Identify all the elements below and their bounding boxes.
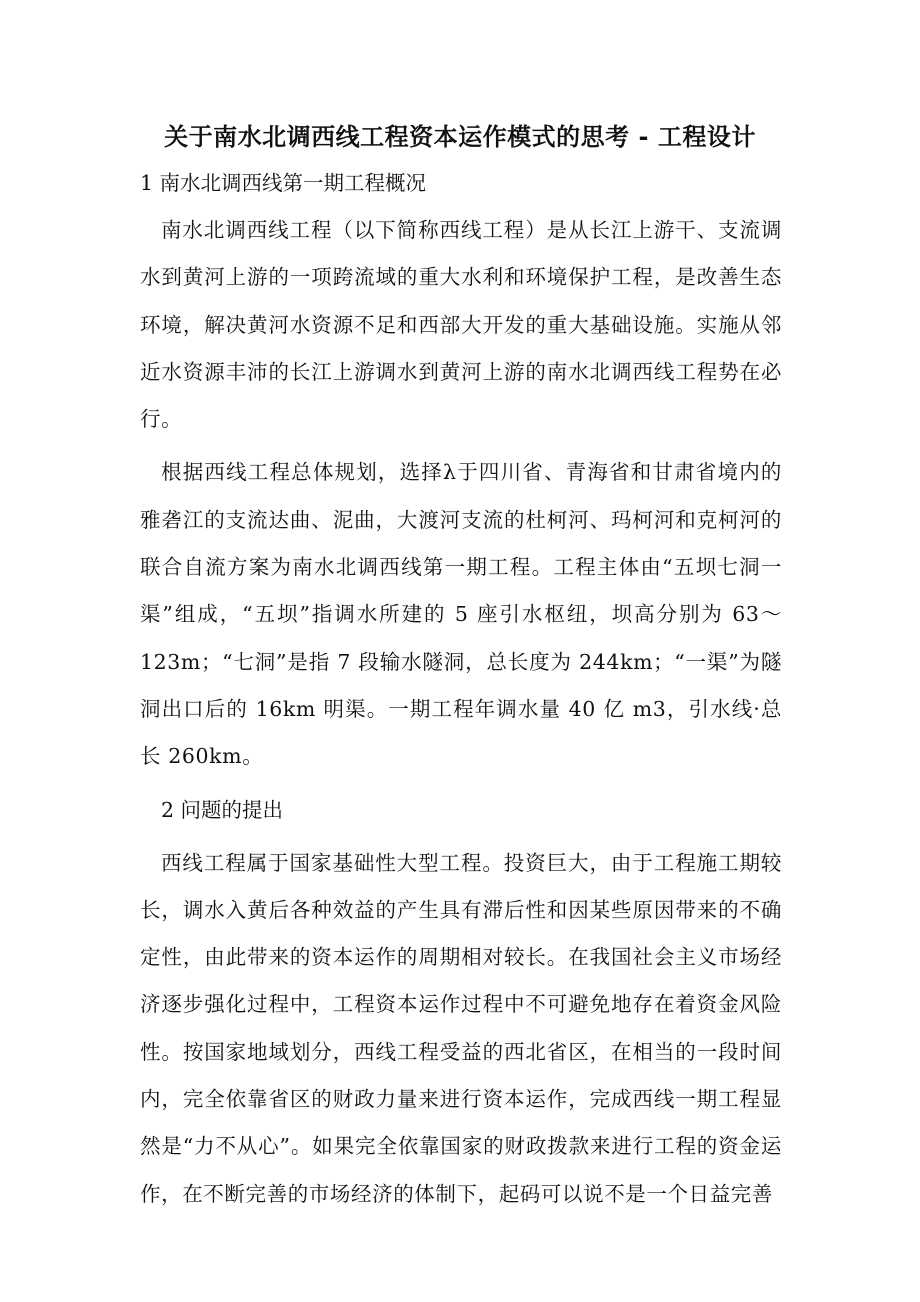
section-heading-1: 1 南水北调西线第一期工程概况 bbox=[140, 171, 427, 195]
section-heading-2: 2 问题的提出 bbox=[161, 797, 284, 822]
paragraph-1: 南水北调西线工程（以下简称西线工程）是从长江上游干、支流调水到黄河上游的一项跨流域的重大水利和环境保护工程，是改善生态环境，解决黄河水资源不足和西部大开发的重大基础设施。实施从邻近水资源丰沛的长江上游调水到黄河上游的南水北调西线工程势在必行。 bbox=[140, 218, 782, 432]
paragraph-2: 根据西线工程总体规划，选择λ于四川省、青海省和甘肃省境内的雅砻江的支流达曲、泥曲，大渡河支流的杜柯河、玛柯河和克柯河的联合自流方案为南水北调西线第一期工程。工程主体由“五坝七洞一渠”组成，“五坝”指调水所建的 5 座引水枢纽，坝高分别为 63～123m；“七洞”是指 7 段输水隧洞，总长度为 244km；“一渠”为隧洞出口后的 16km 明渠。一期工程年调水量 40 亿 m3，引水线·总长 260km。 bbox=[140, 460, 782, 769]
document-title: 关于南水北调西线工程资本运作模式的思考 - 工程设计 bbox=[164, 123, 756, 151]
document-page bbox=[140, 112, 782, 1224]
paragraph-3: 西线工程属于国家基础性大型工程。投资巨大，由于工程施工期较长，调水入黄后各种效益的产生具有滞后性和因某些原因带来的不确定性，由此带来的资本运作的周期相对较长。在我国社会主义市场经济逐步强化过程中，工程资本运作过程中不可避免地存在着资金风险性。按国家地域划分，西线工程受益的西北省区，在相当的一段时间内，完全依靠省区的财政力量来进行资本运作，完成西线一期工程显然是“力不从心”。如果完全依靠国家的财政拨款来进行工程的资金运作，在不断完善的市场经济的体制下，起码可以说不是一个日益完善 bbox=[140, 850, 782, 1206]
